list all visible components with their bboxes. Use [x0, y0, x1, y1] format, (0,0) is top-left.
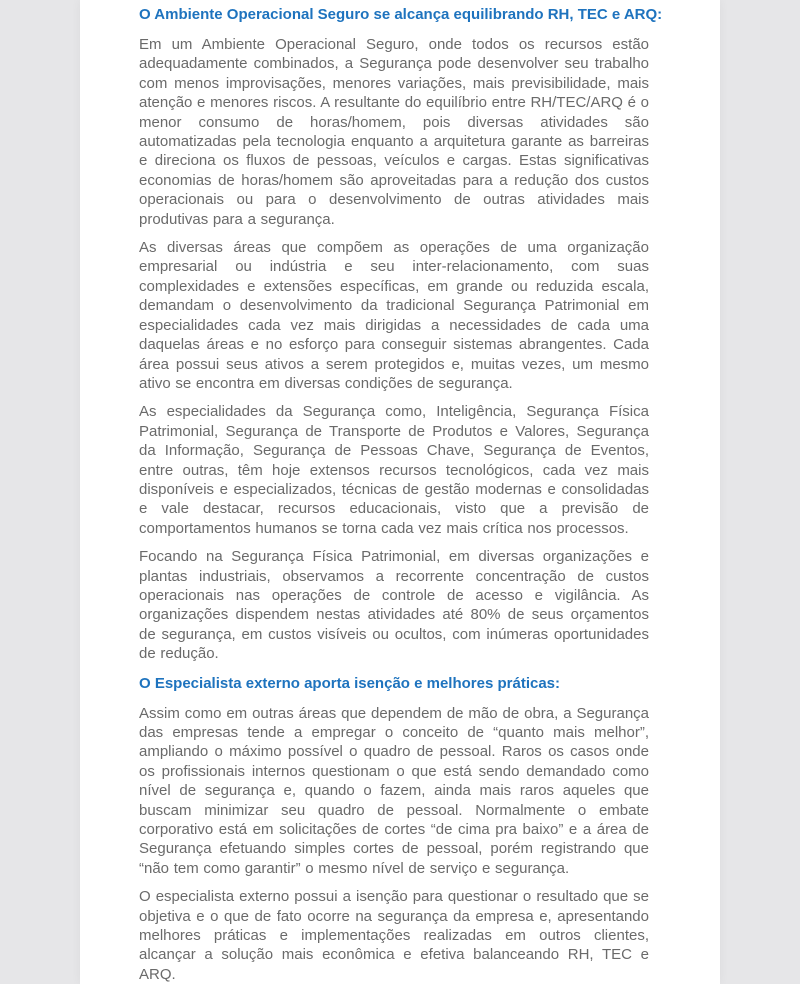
- paragraph-diversas-areas: As diversas áreas que compõem as operações de uma organização empresarial ou indústria e seu inter-relacionamento, com suas complexidades e extensões específicas, em grande ou reduzida escala, demandam o desenvolvimento da tradicional Segurança Patrimonial em especialidades cada vez mais dirigidas a necessidades de cada uma daquelas áreas e no esforço para conseguir sistemas abrangentes. Cada área possui seus ativos a serem protegidos e, muitas vezes, um mesmo ativo se encontra em diversas condições de segurança.: [139, 239, 649, 392]
- section-heading-especialista-externo: O Especialista externo aporta isenção e melhores práticas:: [139, 674, 561, 692]
- article-content: [80, 0, 720, 984]
- section-heading-ambiente-operacional: O Ambiente Operacional Seguro se alcança equilibrando RH, TEC e ARQ:: [139, 6, 663, 23]
- paragraph-quanto-mais-melhor: Assim como em outras áreas que dependem de mão de obra, a Segurança das empresas tende a empregar o conceito de “quanto mais melhor”, ampliando o máximo possível o quadro de pessoal. Raros os casos onde os profissionais internos questionam o que está sendo demandado como nível de segurança e, quando o fazem, ainda mais raros aqueles que buscam minimizar seu quadro de pessoal. Normalmente o embate corporativo está em solicitações de cortes “de cima pra baixo” e a área de Segurança efetuando simples cortes de pessoal, porém registrando que “não tem como garantir” o mesmo nível de serviço e segurança.: [139, 704, 649, 877]
- paragraph-especialista-isencao: O especialista externo possui a isenção para questionar o resultado que se objetiva e o que de fato ocorre na segurança da empresa e, apresentando melhores práticas e implementações realizadas em outros clientes, alcançar a solução mais econômica e efetiva balanceando RH, TEC e ARQ.: [139, 888, 649, 983]
- paragraph-seguranca-fisica-custos: Focando na Segurança Física Patrimonial, em diversas organizações e plantas industriais, observamos a recorrente concentração de custos operacionais nas operações de controle de acesso e vigilância. As organizações dispendem nestas atividades até 80% de seus orçamentos de segurança, em custos visíveis ou ocultos, com inúmeras oportunidades de redução.: [139, 548, 649, 663]
- paragraph-ambiente-equilibrio: Em um Ambiente Operacional Seguro, onde todos os recursos estão adequadamente combinados, a Segurança pode desenvolver seu trabalho com menos improvisações, menores variações, mais previsibilidade, mais atenção e menores riscos. A resultante do equilíbrio entre RH/TEC/ARQ é o menor consumo de horas/homem, pois diversas atividades são automatizadas pela tecnologia enquanto a arquitetura garante as barreiras e direciona os fluxos de pessoas, veículos e cargas. Estas significativas economias de horas/homem são aproveitadas para a redução dos custos operacionais ou para o desenvolvimento de outras atividades mais produtivas para a segurança.: [139, 36, 649, 228]
- paragraph-especialidades-seguranca: As especialidades da Segurança como, Inteligência, Segurança Física Patrimonial, Segurança de Transporte de Produtos e Valores, Segurança da Informação, Segurança de Pessoas Chave, Segurança de Eventos, entre outras, têm hoje extensos recursos tecnológicos, cada vez mais disponíveis e especializados, técnicas de gestão modernas e consolidadas e vale destacar, recursos educacionais, visto que a previsão de comportamentos humanos se torna cada vez mais crítica nos processos.: [139, 403, 649, 537]
